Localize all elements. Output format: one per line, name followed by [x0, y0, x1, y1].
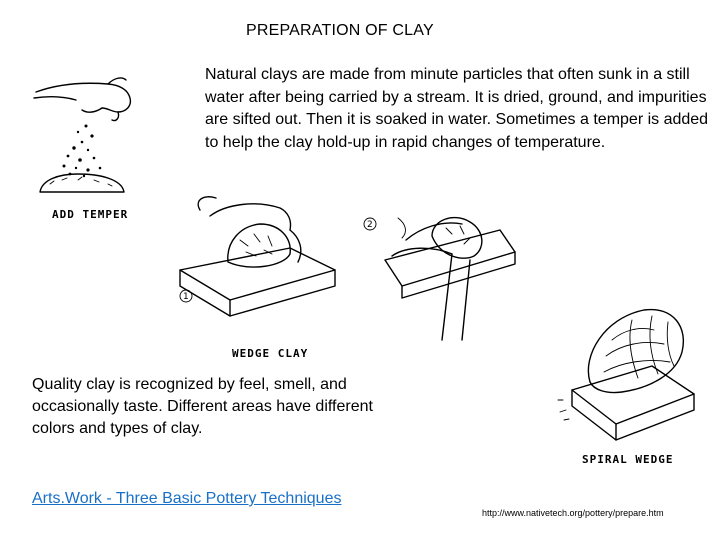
page-title: PREPARATION OF CLAY — [246, 22, 434, 39]
spiral-wedge-caption: SPIRAL WEDGE — [582, 453, 674, 466]
wedge-clay-illustration — [170, 190, 540, 345]
source-url: http://www.nativetech.org/pottery/prepare.htm — [482, 508, 664, 518]
quality-paragraph: Quality clay is recognized by feel, smell, and occasionally taste. Different areas have different colors and types of clay. — [32, 376, 373, 437]
add-temper-illustration — [28, 70, 143, 205]
step-one-number: 1 — [183, 292, 189, 302]
artswork-link[interactable]: Arts.Work - Three Basic Pottery Techniques — [32, 490, 342, 507]
spiral-wedge-illustration — [552, 300, 702, 445]
wedge-clay-caption: WEDGE CLAY — [232, 347, 309, 360]
intro-paragraph: Natural clays are made from minute particles that often sunk in a still water after being carried by a stream. It is dried, ground, and impurities are sifted out. Then it is soaked in water. Sometimes a temper is added to help the clay hold-up in rapid changes of temperature. — [205, 66, 709, 151]
step-two-number: 2 — [367, 220, 373, 230]
add-temper-caption: ADD TEMPER — [52, 208, 129, 221]
